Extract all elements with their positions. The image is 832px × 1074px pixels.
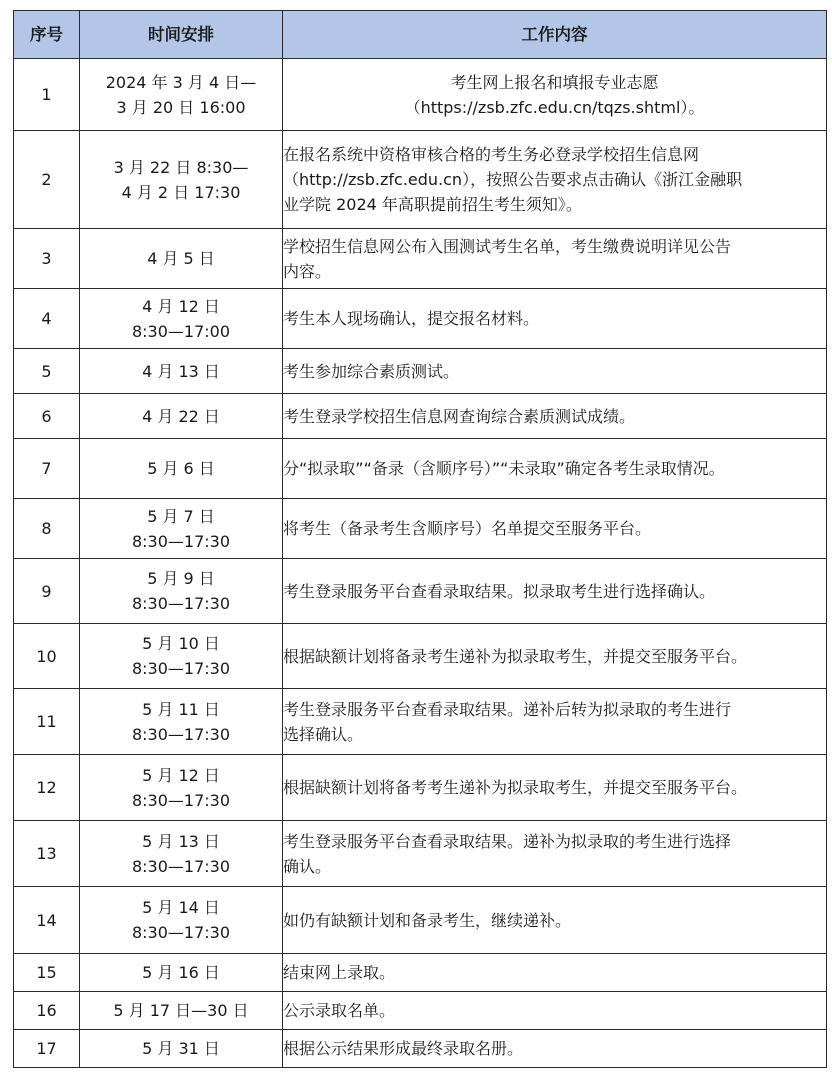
time-line: 5 月 7 日 [147,506,215,526]
table-row [14,499,827,559]
row-time [80,624,283,689]
work-line: 分“拟录取”“备录（含顺序号）”“未录取”确定各考生录取情况。 [283,459,725,478]
header-row [14,11,827,59]
row-number: 1 [14,59,80,131]
row-work [283,349,827,394]
work-line: 考生登录学校招生信息网查询综合素质测试成绩。 [283,406,636,426]
row-time [80,954,283,992]
row-number: 17 [14,1030,80,1068]
row-work [283,289,827,349]
row-work [283,499,827,559]
row-number: 13 [14,821,80,887]
row-work [283,131,827,229]
row-number: 8 [14,499,80,559]
header-time: 时间安排 [80,11,283,59]
work-line: 考生登录服务平台查看录取结果。递补后转为拟录取的考生进行 [283,699,732,719]
work-line: 考生参加综合素质测试。 [283,361,460,381]
table-row [14,289,827,349]
row-work [283,1030,827,1068]
time-line: 8:30—17:30 [131,531,231,551]
row-time [80,439,283,499]
time-line: 5 月 9 日 [147,569,215,588]
row-time [80,1030,283,1068]
time-line: 3 月 22 日 8:30— [113,157,249,177]
time-line: 2024 年 3 月 4 日— [105,72,257,92]
header-number: 序号 [14,11,80,59]
row-time [80,349,283,394]
table-row [14,394,827,439]
time-line: 8:30—17:00 [131,321,231,341]
row-time [80,499,283,559]
header-work: 工作内容 [283,11,827,59]
row-work [283,439,827,499]
time-line: 3 月 20 日 16:00 [116,97,246,117]
table-row [14,229,827,289]
work-line: 根据公示结果形成最终录取名册。 [283,1039,524,1058]
work-line: 业学院 2024 年高职提前招生考生须知》。 [283,195,582,214]
time-line: 5 月 16 日 [142,963,220,982]
work-line: 确认。 [283,856,332,876]
row-time [80,59,283,131]
work-line: 将考生（备录考生含顺序号）名单提交至服务平台。 [283,519,652,538]
work-line: 考生登录服务平台查看录取结果。拟录取考生进行选择确认。 [283,581,716,601]
work-line: 公示录取名单。 [283,1001,396,1020]
row-work [283,821,827,887]
work-line: 在报名系统中资格审核合格的考生务必登录学校招生信息网 [283,145,700,164]
row-number: 4 [14,289,80,349]
row-time [80,229,283,289]
work-line: 学校招生信息网公布入围测试考生名单，考生缴费说明详见公告 [283,236,732,256]
table-body [14,59,827,1068]
time-line: 8:30—17:30 [131,659,231,678]
row-work [283,954,827,992]
time-line: 8:30—17:30 [131,594,231,613]
time-line: 5 月 10 日 [142,634,220,653]
row-number: 9 [14,559,80,624]
row-number: 7 [14,439,80,499]
row-time [80,755,283,821]
table-header [14,11,827,59]
row-number: 14 [14,887,80,954]
time-line: 5 月 17 日—30 日 [113,1001,249,1020]
time-line: 8:30—17:30 [131,724,231,744]
row-number: 12 [14,755,80,821]
row-time [80,689,283,755]
row-work [283,59,827,131]
time-line: 8:30—17:30 [131,856,231,876]
time-line: 5 月 31 日 [142,1039,220,1058]
row-number: 5 [14,349,80,394]
admission-schedule-table [13,10,827,1068]
row-number: 3 [14,229,80,289]
row-work [283,394,827,439]
table-row [14,439,827,499]
row-number: 2 [14,131,80,229]
table-row [14,559,827,624]
time-line: 5 月 6 日 [147,459,215,478]
row-number: 6 [14,394,80,439]
time-line: 5 月 12 日 [142,765,220,785]
work-line: （http://zsb.zfc.edu.cn），按照公告要求点击确认《浙江金融职 [283,170,743,189]
work-line: 考生网上报名和填报专业志愿 [450,72,659,92]
table-row [14,887,827,954]
row-time [80,887,283,954]
time-line: 8:30—17:30 [131,790,231,810]
row-work [283,559,827,624]
table-row [14,689,827,755]
work-line: 根据缺额计划将备录考生递补为拟录取考生，并提交至服务平台。 [283,646,748,666]
table-row [14,59,827,131]
row-work [283,887,827,954]
time-line: 5 月 14 日 [142,898,220,917]
time-line: 4 月 22 日 [142,406,220,426]
row-time [80,394,283,439]
work-line: 考生本人现场确认，提交报名材料。 [283,309,540,328]
work-line: 选择确认。 [283,724,364,744]
work-line: 内容。 [283,261,332,281]
row-number: 16 [14,992,80,1030]
work-line: 结束网上录取。 [283,963,396,982]
row-time [80,821,283,887]
table-row [14,954,827,992]
table-row [14,821,827,887]
row-time [80,559,283,624]
row-work [283,689,827,755]
row-number: 10 [14,624,80,689]
table-row [14,1030,827,1068]
row-time [80,131,283,229]
time-line: 4 月 13 日 [142,361,220,381]
work-line: （https://zsb.zfc.edu.cn/tqzs.shtml）。 [404,97,705,117]
time-line: 5 月 13 日 [142,831,220,851]
table-row [14,349,827,394]
row-time [80,992,283,1030]
table-row [14,755,827,821]
row-work [283,229,827,289]
table-row [14,131,827,229]
time-line: 4 月 5 日 [147,249,215,268]
row-number: 11 [14,689,80,755]
row-number: 15 [14,954,80,992]
row-work [283,992,827,1030]
table-row [14,992,827,1030]
work-line: 考生登录服务平台查看录取结果。递补为拟录取的考生进行选择 [283,831,732,851]
time-line: 5 月 11 日 [142,699,220,719]
work-line: 如仍有缺额计划和备录考生，继续递补。 [283,910,572,930]
time-line: 8:30—17:30 [131,923,231,942]
row-time [80,289,283,349]
work-line: 根据缺额计划将备考考生递补为拟录取考生，并提交至服务平台。 [283,778,748,797]
time-line: 4 月 12 日 [142,296,220,316]
row-work [283,755,827,821]
table-row [14,624,827,689]
time-line: 4 月 2 日 17:30 [121,182,241,202]
row-work [283,624,827,689]
